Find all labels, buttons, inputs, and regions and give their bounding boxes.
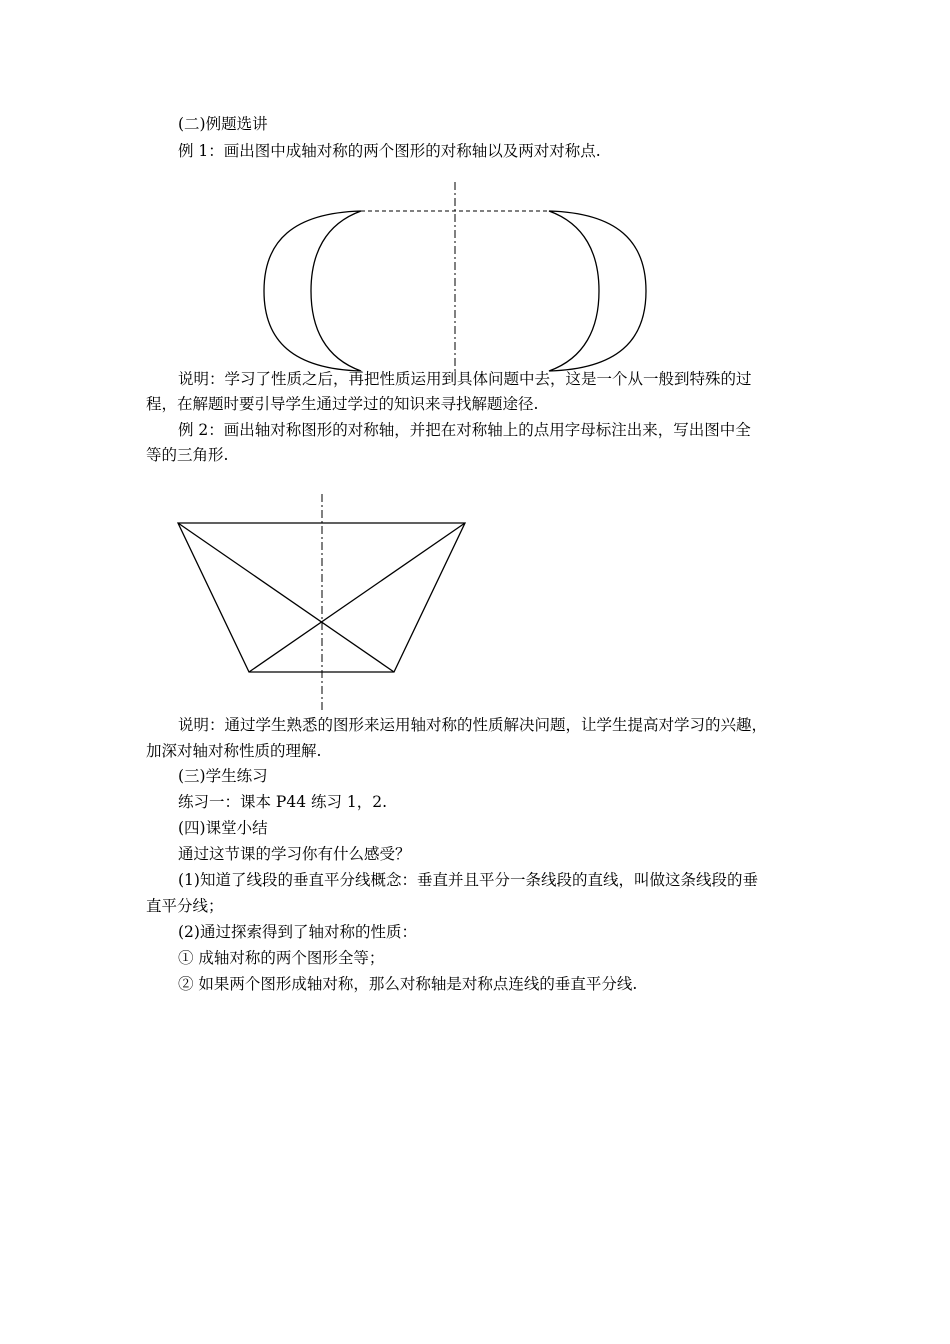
right-crescent — [549, 211, 646, 371]
figure-crescents — [255, 178, 655, 378]
left-crescent — [264, 211, 361, 371]
summary-point-2: (2)通过探索得到了轴对称的性质： — [178, 923, 417, 941]
summary-item-1: ① 成轴对称的两个图形全等； — [178, 949, 385, 967]
section-3-heading: (三)学生练习 — [178, 767, 268, 785]
note-2-line-2: 加深对轴对称性质的理解. — [146, 742, 322, 760]
summary-point-1-line-1: (1)知道了线段的垂直平分线概念：垂直并且平分一条线段的直线，叫做这条线段的垂 — [178, 871, 758, 889]
figure-trapezoid — [170, 490, 480, 715]
diagonal-2 — [249, 523, 465, 672]
section-4-heading: (四)课堂小结 — [178, 819, 268, 837]
summary-item-2: ② 如果两个图形成轴对称，那么对称轴是对称点连线的垂直平分线. — [178, 975, 638, 993]
example-2-line-1: 例 2：画出轴对称图形的对称轴，并把在对称轴上的点用字母标注出来，写出图中全 — [178, 421, 751, 439]
summary-question: 通过这节课的学习你有什么感受？ — [178, 845, 411, 863]
note-2-line-1: 说明：通过学生熟悉的图形来运用轴对称的性质解决问题，让学生提高对学习的兴趣， — [178, 716, 768, 734]
diagonal-1 — [178, 523, 394, 672]
example-2-line-2: 等的三角形. — [146, 446, 229, 464]
section-2-heading: (二)例题选讲 — [178, 115, 268, 133]
summary-point-1-line-2: 直平分线； — [146, 897, 224, 915]
note-1-line-1: 说明：学习了性质之后，再把性质运用到具体问题中去，这是一个从一般到特殊的过 — [178, 370, 752, 388]
note-1-line-2: 程，在解题时要引导学生通过学过的知识来寻找解题途径. — [146, 395, 539, 413]
exercise-text: 练习一：课本 P44 练习 1，2. — [178, 793, 388, 811]
example-1-text: 例 1：画出图中成轴对称的两个图形的对称轴以及两对对称点. — [178, 142, 601, 160]
